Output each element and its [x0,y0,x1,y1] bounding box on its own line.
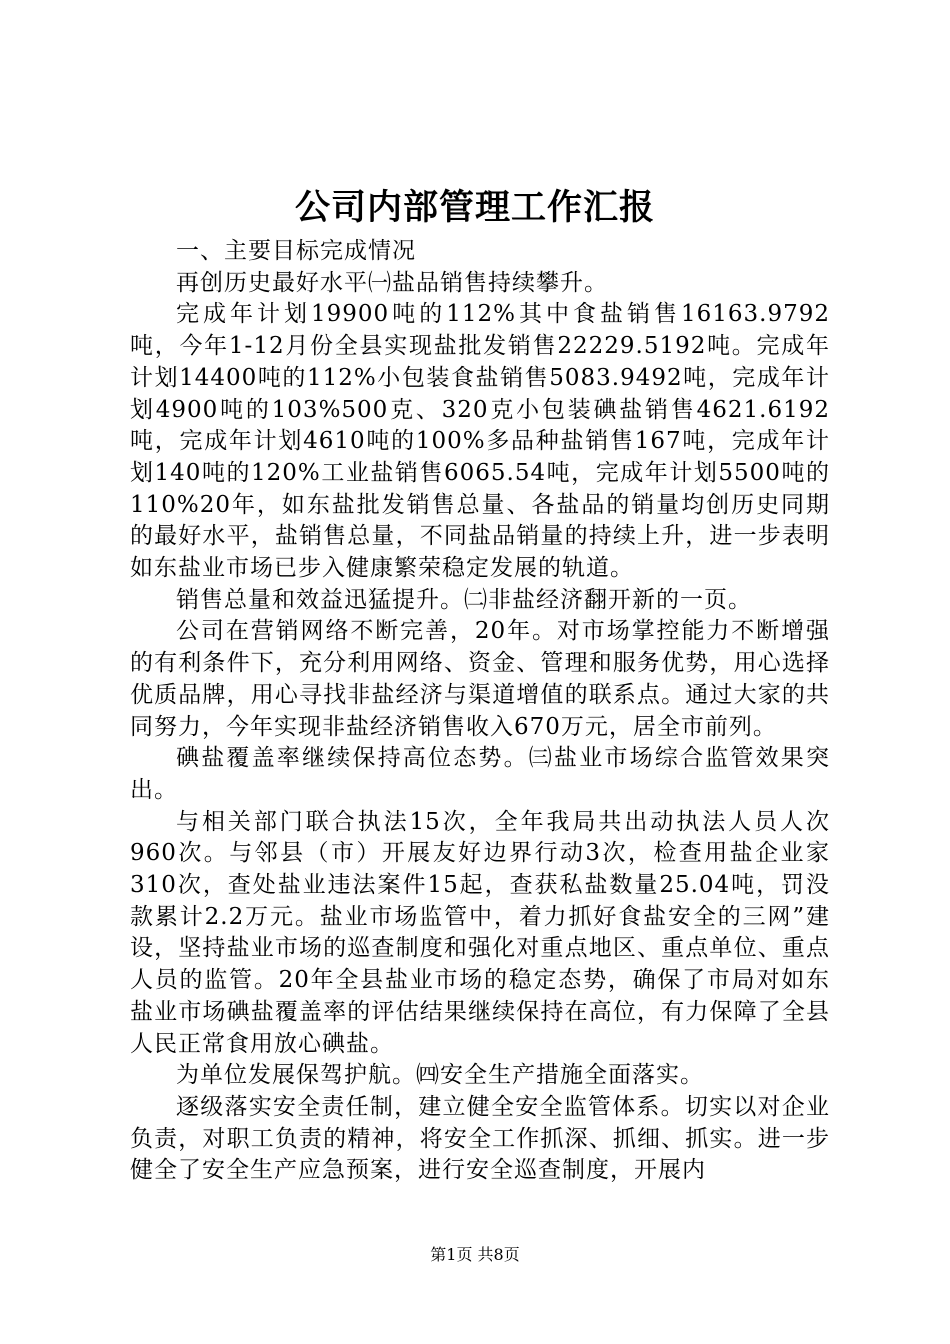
paragraph: 完成年计划19900吨的112%其中食盐销售16163.9792吨，今年1-12月份全县实现盐批发销售22229.5192吨。完成年计划14400吨的112%小包装食盐销售5083.9492吨，完成年计划4900吨的103%500克、320克小包装碘盐销售4621.6192吨，完成年计划4610吨的100%多品种盐销售167吨，完成年计划140吨的120%工业盐销售6065.54吨，完成年计划5500吨的110%20年，如东盐批发销售总量、各盐品的销量均创历史同期的最好水平，盐销售总量，不同盐品销量的持续上升，进一步表明如东盐业市场已步入健康繁荣稳定发展的轨道。 [130,301,830,582]
page-footer: 第1页 共8页 [430,1245,520,1264]
paragraph: 再创历史最好水平㈠盐品销售持续攀升。 [176,269,608,296]
paragraph: 与相关部门联合执法15次，全年我局共出动执法人员人次960次。与邻县（市）开展友好边界行动3次，检查用盐企业家310次，查处盐业违法案件15起，查获私盐数量25.04吨，罚没款累计2.2万元。盐业市场监管中，着力抓好食盐安全的三网”建设，坚持盐业市场的巡查制度和强化对重点地区、重点单位、重点人员的监管。20年全县盐业市场的稳定态势，确保了市局对如东盐业市场碘盐覆盖率的评估结果继续保持在高位，有力保障了全县人民正常食用放心碘盐。 [130,808,830,1057]
paragraph: 公司在营销网络不断完善，20年。对市场掌控能力不断增强的有利条件下，充分利用网络、资金、管理和服务优势，用心选择优质品牌，用心寻找非盐经济与渠道增值的联系点。通过大家的共同努力，今年实现非盐经济销售收入670万元，居全市前列。 [130,618,830,740]
paragraph: 碘盐覆盖率继续保持高位态势。㈢盐业市场综合监管效果突出。 [130,745,830,803]
paragraph: 销售总量和效益迅猛提升。㈡非盐经济翻开新的一页。 [176,586,752,613]
section-heading: 一、主要目标完成情况 [176,238,416,264]
document-body [130,236,830,1187]
paragraph: 逐级落实安全责任制，建立健全安全监管体系。切实以对企业负责，对职工负责的精神，将安全工作抓深、抓细、抓实。进一步健全了安全生产应急预案，进行安全巡查制度，开展内 [130,1093,830,1184]
paragraph: 为单位发展保驾护航。㈣安全生产措施全面落实。 [176,1062,704,1089]
document-title: 公司内部管理工作汇报 [294,187,655,228]
